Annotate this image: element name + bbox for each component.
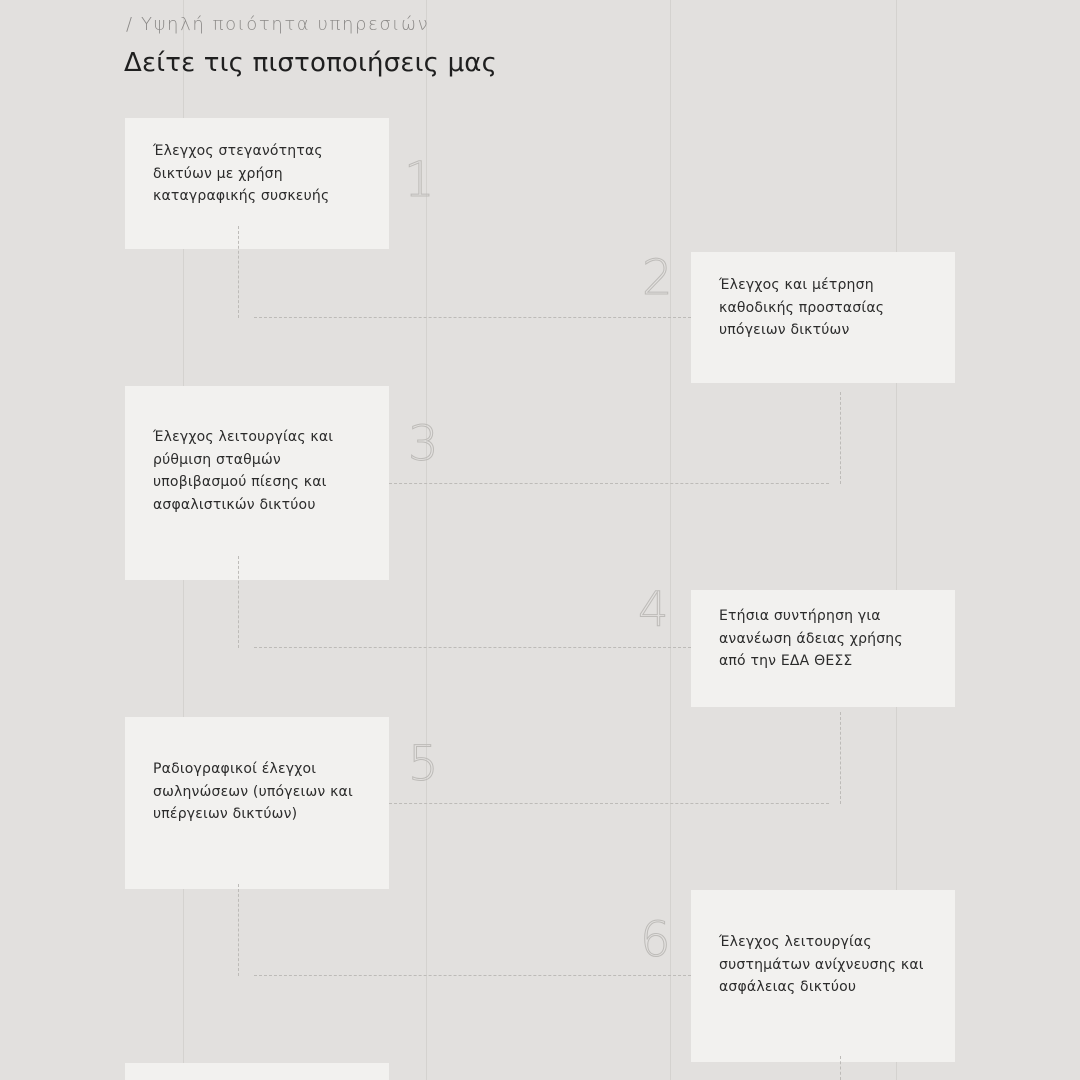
step-6-line-2: συστημάτων ανίχνευσης και: [719, 956, 924, 973]
step-2-line-3: υπόγειων δικτύων: [719, 322, 850, 338]
step-2-text: [719, 274, 884, 342]
step-2-line-2: καθοδικής προστασίας: [719, 299, 885, 316]
connector-horizontal-3: [254, 647, 691, 648]
step-3-line-4: ασφαλιστικών δικτύου: [153, 496, 316, 513]
connector-vertical-3: [238, 556, 239, 648]
step-6-text: [719, 931, 924, 999]
connector-horizontal-4: [389, 803, 829, 804]
step-3-line-2: ρύθμιση σταθμών: [153, 451, 281, 468]
step-number-5: 5: [408, 736, 439, 792]
connector-vertical-6: [840, 1056, 841, 1080]
step-number-2: 2: [642, 250, 673, 306]
step-1-line-3: καταγραφικής συσκευής: [153, 188, 330, 204]
step-card-1: [125, 118, 389, 249]
step-number-6: 6: [640, 912, 671, 968]
connector-horizontal-2: [389, 483, 829, 484]
step-number-1: 1: [404, 152, 435, 208]
step-card-4: [691, 590, 955, 707]
page-title: Δείτε τις πιστοποιήσεις μας: [124, 48, 498, 78]
connector-vertical-1: [238, 226, 239, 318]
step-2-line-1: Έλεγχος και μέτρηση: [719, 277, 874, 293]
step-1-text: [153, 140, 329, 208]
step-number-3: 3: [408, 416, 439, 472]
step-card-6: [691, 890, 955, 1062]
step-6-line-3: ασφάλειας δικτύου: [719, 979, 857, 995]
step-6-line-1: Έλεγχος λειτουργίας: [719, 934, 872, 950]
step-3-line-1: Έλεγχος λειτουργίας και: [153, 429, 334, 445]
connector-horizontal-1: [254, 317, 691, 318]
step-3-line-3: υποβιβασμού πίεσης και: [153, 474, 327, 490]
step-5-line-1: Ραδιογραφικοί έλεγχοι: [153, 761, 317, 777]
step-5-text: [153, 758, 353, 826]
step-card-5: [125, 717, 389, 889]
step-1-line-1: Έλεγχος στεγανότητας: [153, 143, 323, 159]
step-4-line-2: ανανέωση άδειας χρήσης: [719, 630, 903, 647]
section-eyebrow: / Υψηλή ποιότητα υπηρεσιών: [126, 14, 430, 35]
step-1-line-2: δικτύων με χρήση: [153, 165, 283, 182]
connector-vertical-4: [840, 712, 841, 804]
step-card-3: [125, 386, 389, 580]
step-4-text: [719, 605, 903, 673]
connector-vertical-5: [238, 884, 239, 976]
step-card-7: [125, 1063, 389, 1080]
step-5-line-2: σωληνώσεων (υπόγειων και: [153, 783, 353, 800]
step-4-line-1: Ετήσια συντήρηση για: [719, 608, 881, 624]
connector-vertical-2: [840, 392, 841, 484]
step-3-text: [153, 426, 333, 516]
connector-horizontal-5: [254, 975, 691, 976]
step-4-line-3: από την ΕΔΑ ΘΕΣΣ: [719, 653, 853, 669]
step-number-4: 4: [638, 582, 669, 638]
step-card-2: [691, 252, 955, 383]
step-5-line-3: υπέργειων δικτύων): [153, 806, 298, 822]
